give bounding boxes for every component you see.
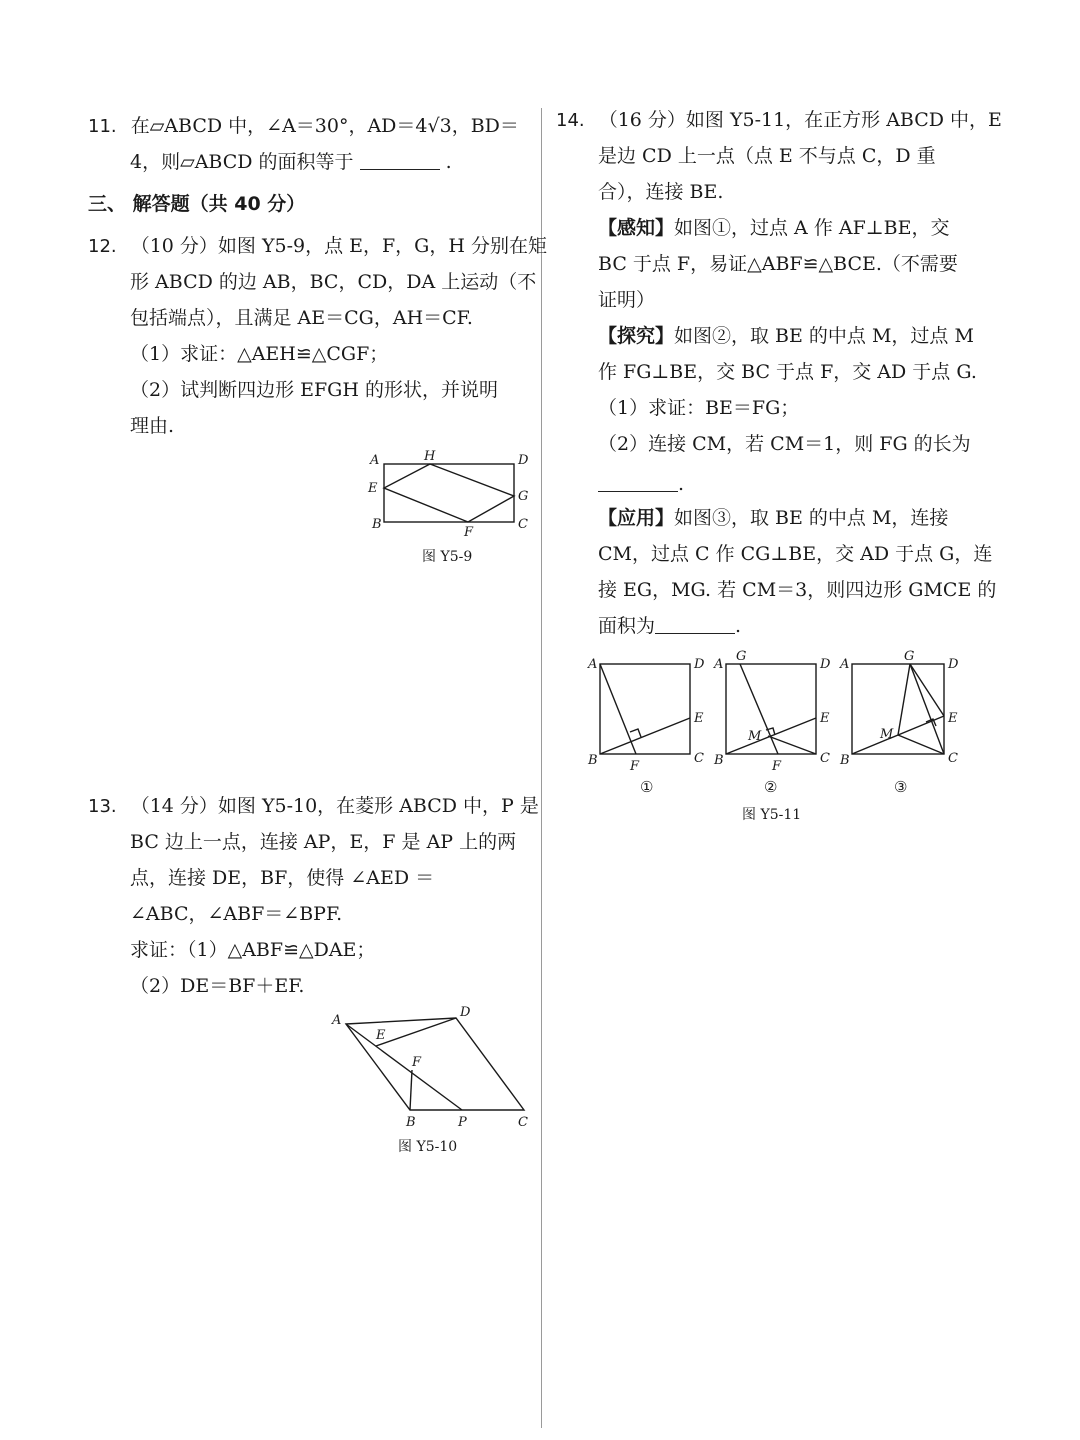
label-a: A [370,453,380,468]
label-g: G [518,489,529,504]
q12-text-5: （2）试判断四边形 EFGH 的形状，并说明 [130,379,498,401]
perception-tag: 【感知】 [598,217,675,239]
label-h: H [424,449,436,464]
q12-line-1 [88,234,547,259]
fig3-label-e: E [948,711,958,726]
q14-number: 14. [556,110,585,131]
label-d: D [460,1005,471,1020]
apply-text-2: CM，过点 C 作 CG⊥BE，交 AD 于点 G，连 [598,543,993,565]
fig3-sublabel: ③ [894,778,908,796]
fig2-label-e: E [820,711,830,726]
label-d: D [518,453,529,468]
fig1-label-c: C [694,751,704,766]
fig3-label-c: C [948,751,958,766]
figure-y5-11-3 [840,650,980,798]
caption-y5-11: 图 Y5-11 [742,807,802,823]
right-angle-mark-1 [630,729,641,737]
square-1 [600,664,690,754]
label-e: E [376,1028,386,1043]
q13-number: 13. [88,796,117,817]
q14-text-2: 是边 CD 上一点（点 E 不与点 C，D 重 [598,145,936,167]
q12-text-6: 理由. [130,415,175,437]
explore-answer-line [598,472,684,496]
fig2-label-f: F [772,759,782,774]
fig1-label-b: B [588,753,598,768]
q14-perception-line-1 [598,216,949,240]
q13-text-4: ∠ABC，∠ABF＝∠BPF. [130,903,343,925]
q11-line-1 [88,114,519,139]
apply-tag: 【应用】 [598,507,675,529]
caption-y5-9: 图 Y5-9 [422,549,473,565]
apply-end: . [735,615,742,637]
q14-explore-line-1 [598,324,974,348]
q12-text-4: （1）求证：△AEH≌△CGF； [130,343,389,365]
fig2-label-c: C [820,751,830,766]
label-b: B [372,517,382,532]
label-f: F [464,525,474,540]
explore-text-3: （1）求证：BE＝FG； [598,397,800,419]
q14-line-1 [556,108,1002,133]
segment-mc-3 [898,735,944,754]
q12-number: 12. [88,236,117,257]
q11-number: 11. [88,116,117,137]
segment-be-1 [600,718,690,754]
quad-efgh [384,464,514,522]
figure-y5-10 [326,1004,536,1132]
fig1-label-d: D [694,657,705,672]
q13-text-3: 点，连接 DE，BF，使得 ∠AED ＝ [130,867,435,889]
figure-y5-11-1 [584,650,714,798]
apply-text-1: 如图③，取 BE 的中点 M，连接 [674,507,949,529]
right-angle-mark-2 [766,728,775,735]
fig3-label-m: M [880,727,894,742]
square-3 [852,664,944,754]
fig3-label-b: B [840,753,850,768]
apply-text-3: 接 EG，MG. 若 CM＝3，则四边形 GMCE 的 [598,579,997,601]
q14-apply-line-1 [598,506,948,530]
fig1-label-f: F [630,759,640,774]
q11-text-1: 在▱ABCD 中，∠A＝30°，AD＝4√3，BD＝ [130,115,519,137]
fig2-label-m: M [748,729,762,744]
explore-text-2: 作 FG⊥BE，交 BC 于点 F，交 AD 于点 G. [598,361,977,383]
fig2-label-d: D [820,657,831,672]
apply-answer-blank [655,615,735,634]
rect-abcd [384,464,514,522]
q12-text-2: 形 ABCD 的边 AB，BC，CD，DA 上运动（不 [130,271,537,293]
label-c: C [518,517,528,532]
q13-line-1 [88,794,539,819]
apply-last-line [598,614,741,638]
fig2-label-b: B [714,753,724,768]
q11-text-2-end: . [445,151,452,173]
fig2-label-a: A [714,657,724,672]
figure-y5-11-2 [712,650,842,798]
fig2-sublabel: ② [764,778,778,796]
q13-text-6: （2）DE＝BF＋EF. [130,975,305,997]
segment-gm-3 [898,664,910,735]
apply-text-4: 面积为 [598,615,656,637]
fig2-label-g: G [736,649,747,664]
q11-answer-blank [360,151,440,170]
caption-y5-10: 图 Y5-10 [398,1139,458,1155]
q14-text-3: 合），连接 BE. [598,181,724,203]
q14-text-1: （16 分）如图 Y5-11，在正方形 ABCD 中，E [598,109,1002,131]
q12-text-3: 包括端点），且满足 AE＝CG，AH＝CF. [130,307,473,329]
q11-text-2: 4，则▱ABCD 的面积等于 [130,151,354,173]
square-2 [726,664,816,754]
explore-tag: 【探究】 [598,325,675,347]
explore-text-4: （2）连接 CM，若 CM＝1，则 FG 的长为 [598,433,971,455]
label-e: E [368,481,378,496]
label-c: C [518,1115,528,1130]
q13-text-2: BC 边上一点，连接 AP，E，F 是 AP 上的两 [130,831,517,853]
column-divider [541,108,542,1428]
fig3-label-g: G [904,649,915,664]
fig3-label-d: D [948,657,959,672]
segment-bf [410,1070,412,1110]
explore-end: . [678,473,685,495]
label-b: B [406,1115,416,1130]
perception-text-2: BC 于点 F，易证△ABF≌△BCE.（不需要 [598,253,958,275]
fig1-label-e: E [694,711,704,726]
q13-text-5: 求证：（1）△ABF≌△DAE； [130,939,376,961]
segment-cm-2 [768,736,816,754]
section-3-title: 三、 解答题（共 40 分） [88,193,306,215]
explore-answer-blank [598,473,678,492]
segment-af-1 [600,664,636,754]
label-a: A [332,1013,342,1028]
figure-y5-9 [366,448,536,538]
fig1-label-a: A [588,657,598,672]
rhombus-abcd [346,1018,524,1110]
label-p: P [458,1115,467,1130]
q13-text-1: （14 分）如图 Y5-10，在菱形 ABCD 中，P 是 [130,795,539,817]
fig3-label-a: A [840,657,850,672]
perception-text-3: 证明） [598,289,656,311]
perception-text-1: 如图①，过点 A 作 AF⊥BE，交 [674,217,950,239]
q11-line-2 [130,150,452,174]
q12-text-1: （10 分）如图 Y5-9，点 E，F，G，H 分别在矩 [130,235,547,257]
label-f: F [412,1055,422,1070]
fig1-sublabel: ① [640,778,654,796]
explore-text-1: 如图②，取 BE 的中点 M，过点 M [674,325,974,347]
